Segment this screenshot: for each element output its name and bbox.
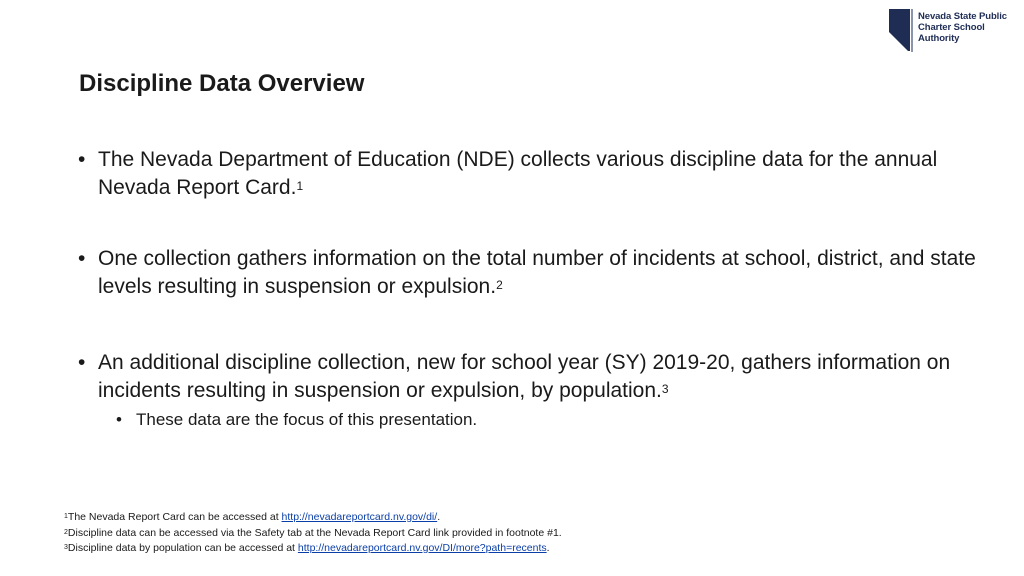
footnote-suffix: .: [546, 542, 550, 554]
sub-bullet-item: [116, 409, 978, 431]
nevada-state-icon: [888, 8, 914, 52]
report-card-link[interactable]: http://nevadareportcard.nv.gov/di/: [281, 511, 438, 523]
sub-bullet-text: These data are the focus of this presentation.: [136, 410, 478, 429]
population-data-link[interactable]: http://nevadareportcard.nv.gov/DI/more?path=recents: [297, 542, 547, 554]
footnote-ref: 1: [296, 179, 304, 193]
bullet-item: [78, 146, 978, 202]
footnotes: [64, 510, 562, 557]
footnote-text: Discipline data by population can be accessed at: [67, 542, 298, 554]
logo-line-3: Authority: [918, 33, 960, 44]
bullet-dot: •: [116, 410, 122, 429]
logo-text: [918, 11, 1007, 44]
bullet-dot: •: [78, 351, 86, 374]
footnote-1: [64, 510, 562, 526]
footnote-number: 3: [64, 544, 68, 551]
bullet-item: [78, 349, 978, 405]
footnote-text: The Nevada Report Card can be accessed at: [67, 511, 282, 523]
footnote-number: 2: [64, 528, 68, 536]
bullet-text: An additional discipline collection, new for school year (SY) 2019-20, gathers information on incidents resulting in suspension or expulsion, by population.: [98, 351, 951, 402]
footnote-3: [64, 541, 562, 557]
footnote-text: Discipline data can be accessed via the Safety tab at the Nevada Report Card link provided in footnote #1.: [67, 526, 562, 539]
bullet-text: The Nevada Department of Education (NDE) collects various discipline data for the annual Nevada Report Card.: [98, 148, 938, 199]
footnote-ref: 2: [496, 278, 503, 292]
logo-line-2: Charter School: [918, 22, 985, 33]
footnote-number: 1: [64, 513, 68, 520]
footnote-2: [64, 526, 562, 542]
bullet-text: One collection gathers information on the total number of incidents at school, district, and state levels resulting in suspension or expulsion.: [98, 247, 976, 298]
bullet-item: [78, 245, 978, 301]
bullet-dot: •: [78, 148, 86, 171]
logo-line-1: Nevada State Public: [918, 11, 1007, 22]
nspcsa-logo: [888, 8, 1007, 52]
footnote-ref: 3: [661, 382, 669, 396]
page-title: Discipline Data Overview: [79, 70, 365, 97]
bullet-list: [78, 146, 978, 431]
bullet-dot: •: [78, 247, 86, 270]
footnote-suffix: .: [437, 511, 441, 523]
